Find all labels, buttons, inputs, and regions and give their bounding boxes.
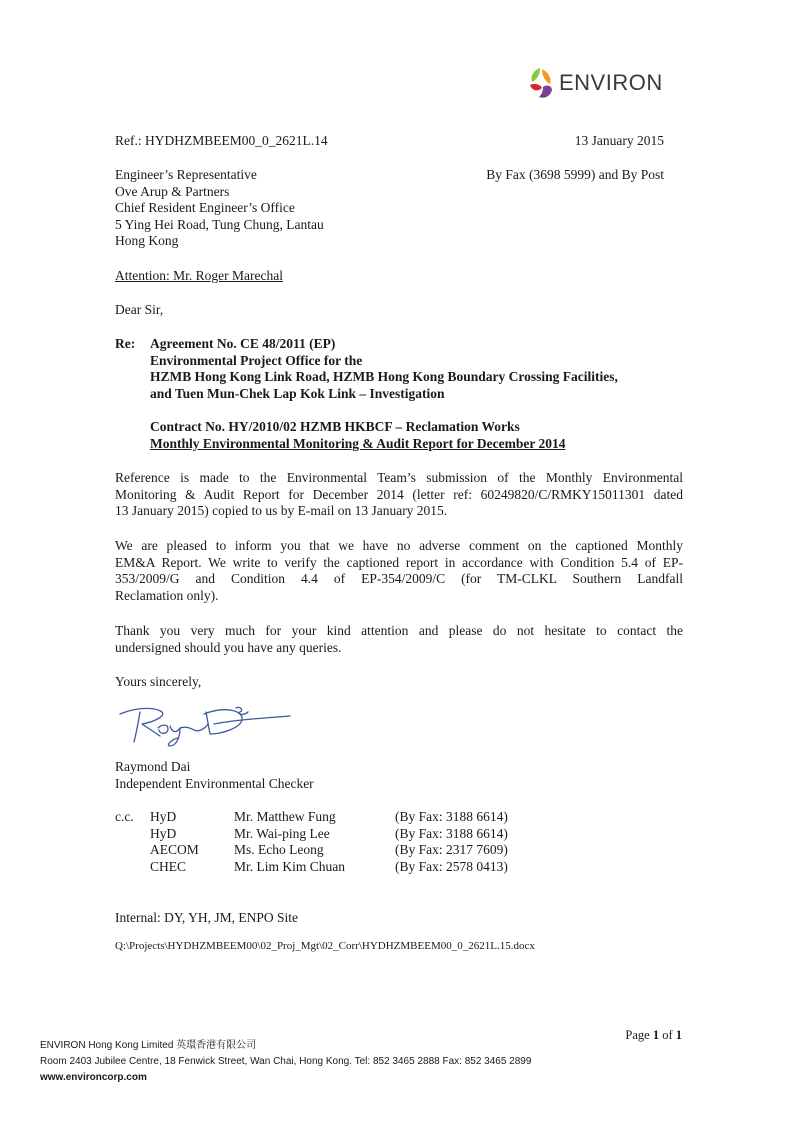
cc-org: HyD — [150, 809, 177, 824]
subject-label: Re: — [115, 336, 136, 351]
page-total: 1 — [675, 1028, 682, 1042]
internal-distribution: Internal: DY, YH, JM, ENPO Site — [115, 910, 298, 925]
footer-company: ENVIRON Hong Kong Limited 英環香港有限公司 — [40, 1040, 257, 1051]
file-path: Q:\Projects\HYDHZMBEEM00\02_Proj_Mgt\02_Corr\HYDHZMBEEM00_0_2621L.15.docx — [115, 940, 535, 952]
body-paragraph-3 — [115, 623, 683, 656]
delivery-method: By Fax (3698 5999) and By Post — [486, 167, 664, 182]
footer — [40, 1038, 531, 1086]
cc-list — [150, 809, 550, 879]
cc-person: Mr. Wai-ping Lee — [234, 825, 330, 841]
recipient-line: Ove Arup & Partners — [115, 183, 230, 199]
signatory-block — [115, 759, 314, 792]
paragraph-line: EM&A Report. We write to verify the captioned report in accordance with Condition 5.4 of EP- — [115, 554, 683, 570]
cc-org: CHEC — [150, 858, 187, 874]
handwritten-signature — [114, 702, 294, 750]
report-title: Monthly Environmental Monitoring & Audit Report for December 2014 — [150, 435, 566, 451]
recipient-line: Chief Resident Engineer’s Office — [115, 200, 295, 215]
paragraph-line: We are pleased to inform you that we have no adverse comment on the captioned Monthly — [115, 538, 683, 553]
subject-line: and Tuen Mun-Chek Lap Kok Link – Investigation — [150, 385, 445, 401]
signatory-title: Independent Environmental Checker — [115, 775, 314, 791]
signatory-name: Raymond Dai — [115, 759, 191, 774]
page-number — [625, 1027, 682, 1044]
cc-org: HyD — [150, 825, 177, 841]
cc-person: Ms. Echo Leong — [234, 842, 324, 857]
recipient-line: Hong Kong — [115, 233, 179, 248]
reference-number: Ref.: HYDHZMBEEM00_0_2621L.14 — [115, 133, 328, 148]
paragraph-line: Reclamation only). — [115, 587, 219, 603]
closing: Yours sincerely, — [115, 674, 202, 689]
paragraph-line: 353/2009/G and Condition 4.4 of EP-354/2009/C (for TM-CLKL Southern Landfall — [115, 571, 683, 586]
paragraph-line: Reference is made to the Environmental Team’s submission of the Monthly Environmental — [115, 470, 683, 485]
recipient-address — [115, 167, 324, 250]
page-current: 1 — [652, 1028, 660, 1042]
environ-leaf-icon — [526, 66, 556, 100]
cc-label: c.c. — [115, 809, 134, 824]
footer-website-link[interactable]: www.environcorp.com — [40, 1072, 147, 1083]
company-logo — [526, 66, 666, 102]
subject-block — [150, 336, 618, 452]
body-paragraph-2 — [115, 538, 683, 604]
footer-address: Room 2403 Jubilee Centre, 18 Fenwick Street, Wan Chai, Hong Kong. Tel: 852 3465 2888 Fax: 852 3465 2899 — [40, 1056, 532, 1067]
recipient-line: Engineer’s Representative — [115, 167, 257, 182]
cc-fax: (By Fax: 3188 6614) — [395, 809, 508, 824]
salutation: Dear Sir, — [115, 302, 164, 317]
subject-line: Agreement No. CE 48/2011 (EP) — [150, 336, 336, 351]
paragraph-line: 13 January 2015) copied to us by E-mail on 13 January 2015. — [115, 503, 448, 518]
recipient-line: 5 Ying Hei Road, Tung Chung, Lantau — [115, 216, 324, 232]
paragraph-line: Monitoring & Audit Report for December 2014 (letter ref: 60249820/C/RMKY15011301 dated — [115, 486, 683, 502]
cc-person: Mr. Lim Kim Chuan — [234, 858, 345, 874]
cc-person: Mr. Matthew Fung — [234, 809, 336, 824]
paragraph-line: undersigned should you have any queries. — [115, 639, 342, 655]
page-of: of — [662, 1028, 673, 1042]
attention-line: Attention: Mr. Roger Marechal — [115, 268, 283, 283]
cc-fax: (By Fax: 2578 0413) — [395, 858, 508, 874]
paragraph-line: Thank you very much for your kind attention and please do not hesitate to contact the — [115, 623, 683, 638]
contract-number: Contract No. HY/2010/02 HZMB HKBCF – Reclamation Works — [150, 419, 520, 434]
body-paragraph-1 — [115, 470, 683, 520]
subject-line: Environmental Project Office for the — [150, 352, 363, 368]
cc-org: AECOM — [150, 842, 199, 857]
letter-date: 13 January 2015 — [574, 133, 664, 148]
subject-line: HZMB Hong Kong Link Road, HZMB Hong Kong Boundary Crossing Facilities, — [150, 369, 618, 384]
page-prefix: Page — [625, 1028, 650, 1042]
cc-fax: (By Fax: 3188 6614) — [395, 825, 508, 841]
logo-wordmark: ENVIRON — [559, 70, 663, 95]
cc-fax: (By Fax: 2317 7609) — [395, 842, 508, 857]
